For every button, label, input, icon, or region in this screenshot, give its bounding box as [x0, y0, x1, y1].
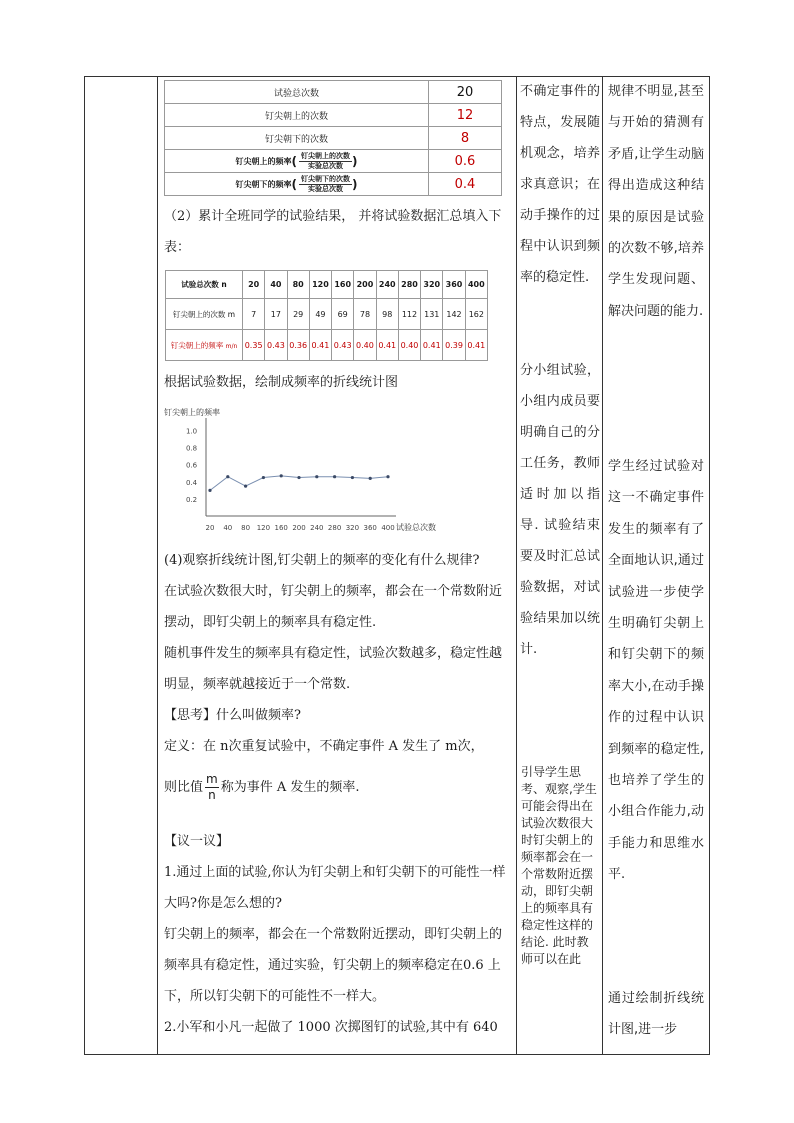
row-label: 钉尖朝上的频率( $\frac{\text{钉尖朝上的次数}}{\text{实验总次数}}$ )	[165, 150, 429, 173]
x-tick-label: 360	[363, 524, 377, 532]
n-value-cell: 200	[354, 271, 376, 299]
n-value-cell: 40	[265, 271, 287, 299]
column-divider	[157, 76, 158, 1055]
fraction-numerator: 钉尖朝上的次数	[301, 151, 350, 160]
discuss-question-1: 1.通过上面的试验,你认为钉尖朝上和钉尖朝下的可能性一样大吗?你是怎么想的?	[164, 865, 506, 911]
y-tick-label: 0.4	[186, 478, 198, 487]
row-label: 钉尖朝上的次数	[165, 104, 429, 127]
frequency-cell: 0.35	[243, 330, 265, 361]
y-tick-label: 0.2	[186, 495, 198, 504]
frequency-cell: 0.41	[465, 330, 487, 361]
data-point	[333, 475, 336, 478]
row-label-fraction: m/n	[225, 342, 238, 350]
fraction-numerator: 钉尖朝下的次数	[301, 174, 350, 183]
table-row	[166, 330, 488, 361]
frequency-cell: 0.36	[287, 330, 309, 361]
column-divider	[516, 76, 517, 1055]
discuss-answer-1: 钉尖朝上的频率，都会在一个常数附近摆动，即钉尖朝上的频率具有稳定性，通过实验，钉尖朝上的频率稳定在0.6 上下，所以钉尖朝下的可能性不一样大。	[164, 927, 503, 1004]
definition-line: 定义：在 n次重复试验中，不确定事件 A 发生了 m次，	[164, 739, 484, 754]
row-value: 0.6	[429, 150, 502, 173]
table-row	[165, 104, 502, 127]
x-tick-label: 200	[292, 524, 306, 532]
formula-suffix: 称为事件 A 发生的频率.	[220, 779, 360, 795]
x-tick-label: 120	[256, 524, 271, 532]
m-value-cell: 142	[443, 299, 465, 330]
frequency-cell: 0.41	[376, 330, 398, 361]
frequency-cell: 0.43	[265, 330, 287, 361]
table-row	[166, 271, 488, 299]
intent-notes-3: 通过绘制折线统计图,进一步	[608, 991, 704, 1038]
question-4: (4)观察折线统计图,钉尖朝上的频率的变化有什么规律?	[164, 553, 480, 568]
table-row	[166, 299, 488, 330]
frequency-cell: 0.40	[398, 330, 420, 361]
intent-notes-2: 学生经过试验对这一不确定事件发生的频率有了全面地认识,通过试验进一步使学生明确钉尖朝上和钉尖朝下的频率大小,在动手操作的过程中认识到频率的稳定性,也培养了学生的小组合作能力,动手能力和思维水平.	[608, 459, 704, 883]
m-value-cell: 69	[332, 299, 354, 330]
frequency-cell: 0.43	[332, 330, 354, 361]
row-value: 12	[429, 104, 502, 127]
class-data-table	[165, 270, 488, 361]
y-tick-label: 1.0	[186, 427, 198, 436]
m-value-cell: 7	[243, 299, 265, 330]
row-label: 钉尖朝下的频率( $\frac{\text{钉尖朝下的次数}}{\text{实验总次数}}$ )	[165, 173, 429, 196]
random-event-note: 随机事件发生的频率具有稳定性，试验次数越多，稳定性越明显，频率就越接近于一个常数.	[164, 646, 503, 692]
m-value-cell: 131	[421, 299, 443, 330]
row-value: 20	[429, 81, 502, 104]
x-tick-label: 40	[223, 524, 233, 532]
goal-notes: 不确定事件的特点，发展随机观念，培养求真意识；在动手操作的过程中认识到频率的稳定性.	[520, 84, 600, 285]
row-label	[166, 330, 243, 361]
x-tick-label: 320	[345, 524, 360, 532]
row-label: 试验总次数 n	[166, 271, 243, 299]
n-value-cell: 20	[243, 271, 265, 299]
row-label-text: 钉尖朝上的频率	[235, 156, 292, 166]
row-value: 0.4	[429, 173, 502, 196]
frequency-line-chart	[164, 404, 464, 539]
data-point	[244, 484, 247, 487]
m-over-n-fraction	[205, 772, 219, 803]
data-point	[208, 489, 211, 492]
n-value-cell: 80	[287, 271, 309, 299]
fraction-denominator: 实验总次数	[308, 184, 343, 193]
discuss-heading: 【议一议】	[164, 834, 230, 849]
think-heading: 【思考】什么叫做频率?	[164, 708, 301, 723]
x-tick-label: 400	[381, 524, 395, 532]
intent-notes-1: 规律不明显,甚至与开始的猜测有矛盾,让学生动脑得出造成这种结果的原因是试验的次数不够,培养学生发现问题、解决问题的能力.	[608, 84, 704, 319]
data-point	[262, 476, 265, 479]
x-tick-label: 20	[205, 524, 215, 532]
table-row	[165, 173, 502, 196]
fraction-denominator: 实验总次数	[308, 161, 343, 170]
data-point	[297, 476, 300, 479]
table-row	[165, 127, 502, 150]
m-value-cell: 17	[265, 299, 287, 330]
m-value-cell: 162	[465, 299, 487, 330]
guidance-notes: 引导学生思考、观察,学生可能会得出在试验次数很大时钉尖朝上的频率都会在一个常数附近摆动，即钉尖朝上的频率具有稳定性这样的结论. 此时教师可以在此	[521, 765, 597, 966]
table2-intro: （2）累计全班同学的试验结果， 并将试验数据汇总填入下表：	[164, 209, 502, 255]
data-point	[280, 474, 283, 477]
row-label: 钉尖朝下的次数	[165, 127, 429, 150]
frequency-formula	[164, 772, 514, 803]
frequency-cell: 0.39	[443, 330, 465, 361]
chart-intro: 根据试验数据，绘制成频率的折线统计图	[164, 375, 399, 390]
data-point	[226, 475, 229, 478]
x-tick-label: 160	[274, 524, 288, 532]
column-divider	[602, 76, 603, 1055]
activity-notes: 分小组试验，小组内成员要明确自己的分工任务，教师适时加以指导. 试验结束要及时汇总试验数据，对试验结果加以统计.	[520, 363, 600, 657]
frequency-cell: 0.41	[421, 330, 443, 361]
stability-answer: 在试验次数很大时，钉尖朝上的频率，都会在一个常数附近摆动，即钉尖朝上的频率具有稳定性.	[164, 584, 503, 630]
n-value-cell: 360	[443, 271, 465, 299]
chart-title: 钉尖朝上的频率	[164, 408, 220, 417]
table-row	[165, 150, 502, 173]
fraction-numerator: m	[206, 772, 218, 786]
m-value-cell: 49	[309, 299, 331, 330]
row-label-text: 钉尖朝下的频率	[235, 179, 292, 189]
fraction-denominator: n	[208, 788, 216, 802]
y-tick-label: 0.8	[186, 444, 198, 453]
m-value-cell: 98	[376, 299, 398, 330]
m-value-cell: 112	[398, 299, 420, 330]
n-value-cell: 400	[465, 271, 487, 299]
m-value-cell: 29	[287, 299, 309, 330]
x-tick-label: 280	[327, 524, 342, 532]
data-point	[386, 475, 389, 478]
frequency-cell: 0.40	[354, 330, 376, 361]
chart-xlabel: 试验总次数	[396, 523, 436, 532]
y-tick-label: 0.6	[186, 461, 198, 470]
data-point	[351, 476, 354, 479]
row-value: 8	[429, 127, 502, 150]
x-tick-label: 240	[310, 524, 324, 532]
row-label-text: 钉尖朝上的频率	[170, 340, 224, 350]
n-value-cell: 120	[309, 271, 331, 299]
m-value-cell: 78	[354, 299, 376, 330]
x-tick-label: 80	[241, 524, 251, 532]
n-value-cell: 160	[332, 271, 354, 299]
n-value-cell: 320	[421, 271, 443, 299]
n-value-cell: 280	[398, 271, 420, 299]
discuss-question-2: 2.小军和小凡一起做了 1000 次掷图钉的试验,其中有 640	[164, 1020, 498, 1035]
table-row	[165, 81, 502, 104]
trial-result-table	[164, 80, 502, 196]
data-point	[315, 475, 318, 478]
row-label: 试验总次数	[165, 81, 429, 104]
frequency-cell: 0.41	[309, 330, 331, 361]
n-value-cell: 240	[376, 271, 398, 299]
data-point	[369, 477, 372, 480]
formula-prefix: 则比值	[164, 779, 204, 795]
row-label: 钉尖朝上的次数 m	[166, 299, 243, 330]
